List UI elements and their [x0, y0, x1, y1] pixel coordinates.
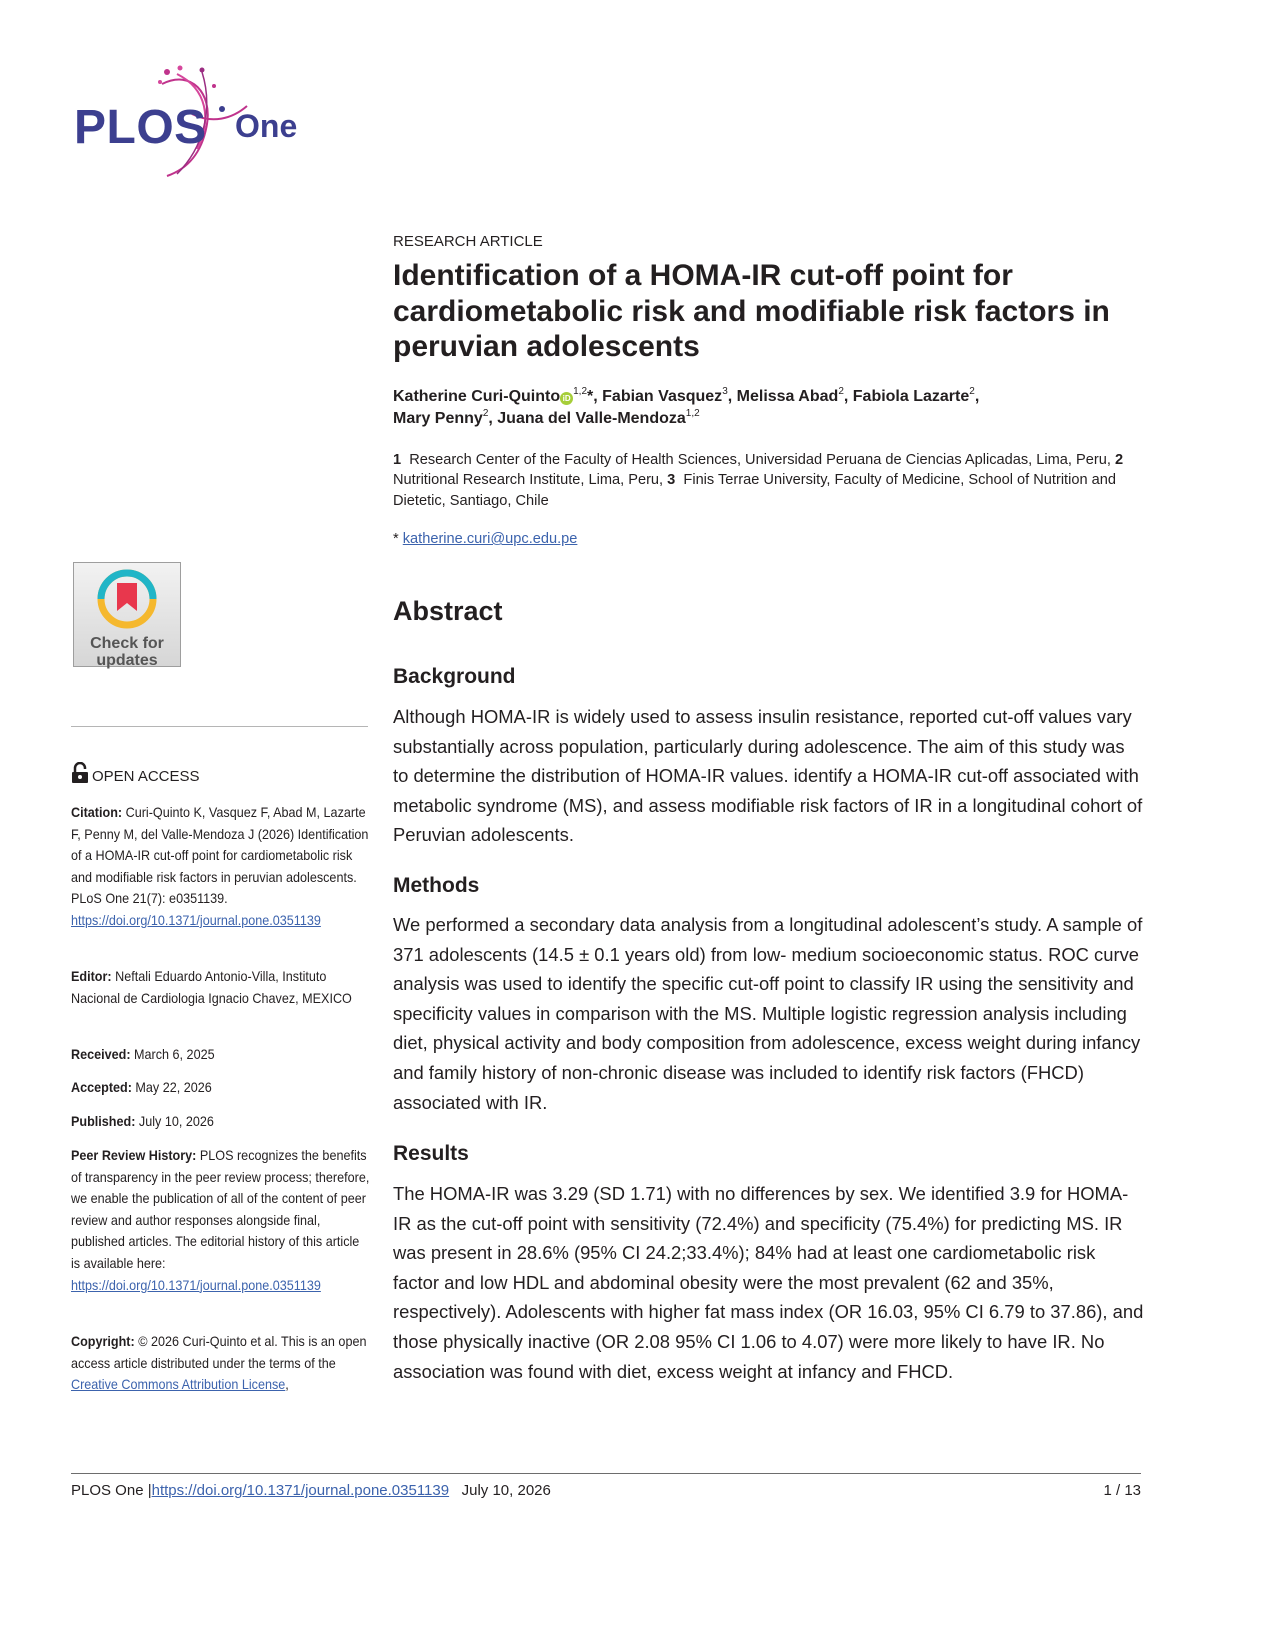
- check-for-updates-button[interactable]: [73, 562, 181, 667]
- citation-doi-link[interactable]: https://doi.org/10.1371/journal.pone.0351139: [71, 911, 321, 928]
- footer-doi-link[interactable]: https://doi.org/10.1371/journal.pone.0351139: [151, 1482, 450, 1499]
- page-footer: [71, 1482, 1141, 1499]
- author-name[interactable]: Fabiola Lazarte: [852, 388, 970, 405]
- author-name[interactable]: Fabian Vasquez: [602, 388, 723, 405]
- peer-review-label: Peer Review History:: [71, 1147, 197, 1163]
- author-affil-sup: 3: [722, 386, 728, 397]
- open-lock-icon: [71, 762, 89, 788]
- citation-text: Curi-Quinto K, Vasquez F, Abad M, Lazarte F, Penny M, del Valle-Mendoza J (2026) Identification of a HOMA-IR cut-off point for cardiometabolic risk and modifiable risk factors in peruvian adolescents. PLoS One 21(7): e0351139.: [71, 804, 369, 907]
- author-name[interactable]: Melissa Abad: [736, 388, 839, 405]
- copyright-tail: ,: [285, 1376, 289, 1393]
- author-name[interactable]: Mary Penny: [393, 410, 483, 427]
- badge-line2: updates: [96, 652, 158, 669]
- author-separator: ,: [843, 388, 853, 405]
- author-affil-sup: 1,2: [573, 386, 588, 397]
- copyright-text: © 2026 Curi-Quinto et al. This is an open access article distributed under the terms of the: [71, 1333, 367, 1371]
- affiliations: [393, 450, 1145, 511]
- editor-label: Editor:: [71, 968, 112, 984]
- article-title: Identification of a HOMA-IR cut-off point for cardiometabolic risk and modifiable risk factors in peruvian adolescents: [393, 259, 1110, 363]
- citation-block: [71, 802, 371, 932]
- logo-plos-text: PLOS: [74, 101, 207, 154]
- logo-one-text: One: [235, 108, 298, 144]
- published-date: July 10, 2026: [138, 1113, 214, 1129]
- footer-date: July 10, 2026: [461, 1482, 551, 1499]
- affil-number: 3: [667, 472, 676, 489]
- published-label: Published:: [71, 1113, 136, 1129]
- sidebar-divider: [71, 726, 368, 727]
- footer-journal: PLOS One: [71, 1482, 144, 1499]
- license-link[interactable]: Creative Commons Attribution License: [71, 1376, 286, 1393]
- author-separator: ,: [488, 410, 498, 427]
- peer-review-block: [71, 1145, 371, 1296]
- editor-text: Neftali Eduardo Antonio-Villa, Instituto Nacional de Cardiologia Ignacio Chavez, MEXICO: [71, 968, 352, 1006]
- methods-heading: Methods: [393, 874, 480, 897]
- results-text: The HOMA-IR was 3.29 (SD 1.71) with no differences by sex. We identified 3.9 for HOMA-IR as the cut-off point with sensitivity (72.4%) and specificity (75.4%) for predicting MS. IR was present in 28.6% (95% CI 24.2;33.4%); 84% had at least one cardiometabolic risk factor and low HDL and abdominal obesity were the most prevalent (62 and 35%, respectively). Adolescents with higher fat mass index (OR 16.03, 95% CI 6.79 to 37.86), and those physically inactive (OR 2.08 95% CI 1.06 to 4.07) were more likely to have IR. No association was found with diet, excess weight at infancy and FHCD.: [393, 1183, 1144, 1382]
- email-link[interactable]: katherine.curi@upc.edu.pe: [402, 531, 578, 547]
- accepted-date: May 22, 2026: [135, 1079, 212, 1095]
- orcid-icon[interactable]: iD: [560, 392, 573, 405]
- received-block: [71, 1044, 371, 1066]
- affil-text: Research Center of the Faculty of Health Sciences, Universidad Peruana de Ciencias Aplicadas, Lima, Peru,: [409, 452, 1111, 468]
- corr-mark: *: [393, 531, 399, 547]
- author-affil-sup: 1,2: [685, 408, 700, 419]
- peer-review-link[interactable]: https://doi.org/10.1371/journal.pone.0351139: [71, 1276, 321, 1293]
- footer-divider: [71, 1473, 1141, 1474]
- author-affil-sup: 2: [969, 386, 975, 397]
- author-name[interactable]: Juana del Valle-Mendoza: [497, 410, 686, 427]
- footer-separator: |: [147, 1482, 152, 1499]
- affil-number: 2: [1114, 452, 1124, 468]
- background-heading: Background: [393, 665, 516, 688]
- badge-line1: Check for: [90, 635, 164, 652]
- author-list: [393, 386, 1145, 430]
- editor-block: [71, 966, 371, 1009]
- results-heading: Results: [393, 1142, 469, 1165]
- page-number: 1 / 13: [1103, 1482, 1141, 1499]
- corresponding-mark: *: [587, 388, 594, 405]
- affil-number: 1: [393, 452, 402, 468]
- methods-text: We performed a secondary data analysis from a longitudinal adolescent’s study. A sample of 371 adolescents (14.5 ± 0.1 years old) from low- medium socioeconomic status. ROC curve analysis was used to identify the specific cut-off point to classify IR using the sensitivity and specificity values in comparison with the MS. Multiple logistic regression analysis including diet, physical activity and body composition from adolescence, excess weight during infancy and family history of non-chronic disease was included to identify risk factors (FHCD) associated with IR.: [393, 914, 1143, 1113]
- author-separator: ,: [593, 388, 603, 405]
- abstract-heading: Abstract: [393, 596, 503, 626]
- open-access-text: OPEN ACCESS: [92, 768, 200, 785]
- affil-text: Nutritional Research Institute, Lima, Peru,: [393, 472, 664, 489]
- copyright-label: Copyright:: [71, 1333, 135, 1349]
- accepted-label: Accepted:: [71, 1079, 132, 1095]
- peer-review-text: PLOS recognizes the benefits of transparency in the peer review process; therefore, we enable the publication of all of the content of peer review and author responses alongside final, published articles. The editorial history of this article is available here:: [71, 1147, 370, 1271]
- article-type: RESEARCH ARTICLE: [393, 233, 543, 250]
- copyright-block: [71, 1331, 371, 1396]
- received-date: March 6, 2025: [134, 1046, 215, 1062]
- corresponding-email: [393, 531, 1145, 547]
- open-access-label: [71, 762, 200, 788]
- author-separator: ,: [974, 388, 980, 405]
- author-name[interactable]: Katherine Curi-Quinto: [393, 388, 561, 405]
- accepted-block: [71, 1077, 371, 1099]
- citation-label: Citation:: [71, 804, 123, 820]
- plos-one-logo: [72, 64, 332, 194]
- author-separator: ,: [727, 388, 737, 405]
- affil-text: Finis Terrae University, Faculty of Medicine, School of Nutrition and Dietetic, Santiago, Chile: [393, 472, 1116, 509]
- background-text: Although HOMA-IR is widely used to assess insulin resistance, reported cut-off values vary substantially across population, particularly during adolescence. The aim of this study was to determine the distribution of HOMA-IR values. identify a HOMA-IR cut-off associated with metabolic syndrome (MS), and assess modifiable risk factors of IR in a longitudinal cohort of Peruvian adolescents.: [393, 706, 1143, 846]
- received-label: Received:: [71, 1046, 131, 1062]
- published-block: [71, 1111, 371, 1133]
- bookmark-circle-icon: [97, 569, 157, 629]
- author-affil-sup: 2: [838, 386, 844, 397]
- author-affil-sup: 2: [482, 408, 489, 419]
